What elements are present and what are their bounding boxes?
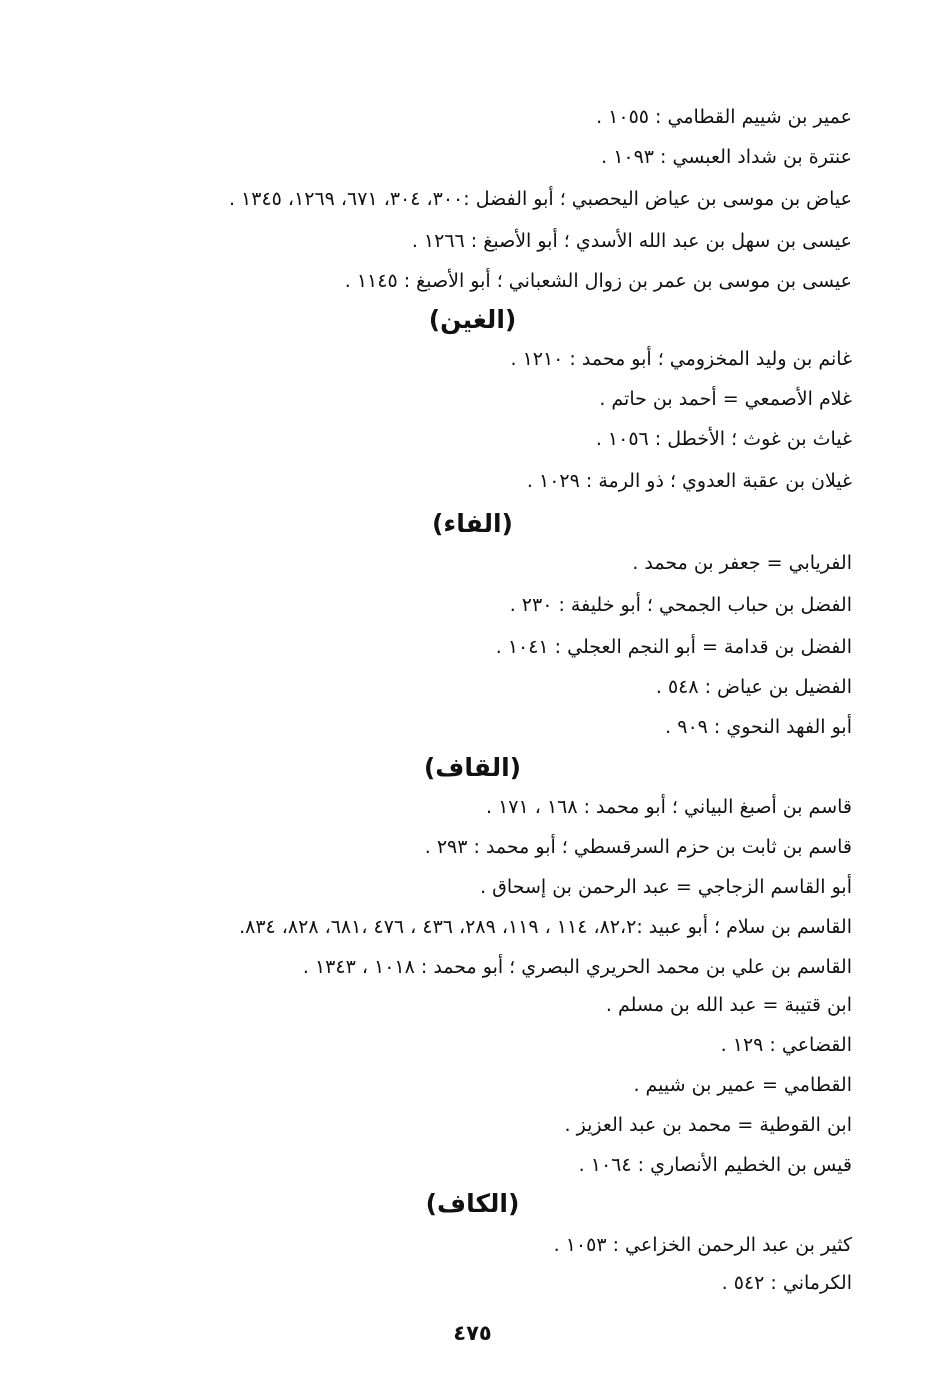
index-entry: القاسم بن سلام ؛ أبو عبيد :٨٢،٢، ١١٤ ، ١١٩، ٢٨٩، ٤٣٦ ، ٤٧٦ ،٦٨١، ٨٢٨، ٨٣٤. [239,916,852,938]
index-entry: غياث بن غوث ؛ الأخطل : ١٠٥٦ . [595,428,852,450]
index-entry: القاسم بن علي بن محمد الحريري البصري ؛ أبو محمد : ١٠١٨ ، ١٣٤٣ . [302,956,852,978]
index-entry: الفريابي = جعفر بن محمد . [632,552,852,574]
index-entry: غيلان بن عقبة العدوي ؛ ذو الرمة : ١٠٢٩ . [526,470,852,492]
index-entry: عمير بن شييم القطامي : ١٠٥٥ . [596,106,852,128]
index-entry: الكرماني : ٥٤٢ . [721,1272,852,1294]
index-entry: الفضيل بن عياض : ٥٤٨ . [655,676,852,698]
index-entry: عنترة بن شداد العبسي : ١٠٩٣ . [601,146,852,168]
index-entry: قاسم بن أصبغ البياني ؛ أبو محمد : ١٦٨ ، ١٧١ . [486,796,852,818]
section-heading-fa: (الفاء) [432,509,513,538]
index-entry: ابن قتيبة = عبد الله بن مسلم . [605,994,852,1016]
index-entry: عيسى بن موسى بن عمر بن زوال الشعباني ؛ أبو الأصبغ : ١١٤٥ . [344,270,852,292]
page-number: ٤٧٥ [453,1321,492,1345]
index-entry: غانم بن وليد المخزومي ؛ أبو محمد : ١٢١٠ . [510,348,852,370]
index-entry: الفضل بن قدامة = أبو النجم العجلي : ١٠٤١ . [495,636,852,658]
index-entry: القضاعي : ١٢٩ . [720,1034,852,1056]
index-entry: القطامي = عمير بن شييم . [633,1074,852,1096]
section-heading-qaf: (القاف) [423,753,522,782]
index-entry: عياض بن موسى بن عياض اليحصبي ؛ أبو الفضل :٣٠٠، ٣٠٤، ٦٧١، ١٢٦٩، ١٣٤٥ . [228,188,852,210]
index-entry: الفضل بن حباب الجمحي ؛ أبو خليفة : ٢٣٠ . [509,594,852,616]
section-heading-kaf: (الكاف) [425,1189,520,1218]
section-heading-ghain: (الغين) [428,305,517,334]
index-entry: قاسم بن ثابت بن حزم السرقسطي ؛ أبو محمد : ٢٩٣ . [424,836,852,858]
index-entry: قيس بن الخطيم الأنصاري : ١٠٦٤ . [578,1154,852,1176]
index-entry: كثير بن عبد الرحمن الخزاعي : ١٠٥٣ . [553,1234,852,1256]
index-entry: ابن القوطية = محمد بن عبد العزيز . [564,1114,852,1136]
index-entry: أبو القاسم الزجاجي = عبد الرحمن بن إسحاق . [480,876,852,898]
index-entry: غلام الأصمعي = أحمد بن حاتم . [599,388,852,410]
index-entry: عيسى بن سهل بن عبد الله الأسدي ؛ أبو الأصبغ : ١٢٦٦ . [411,230,852,252]
index-entry: أبو الفهد النحوي : ٩٠٩ . [665,716,852,738]
